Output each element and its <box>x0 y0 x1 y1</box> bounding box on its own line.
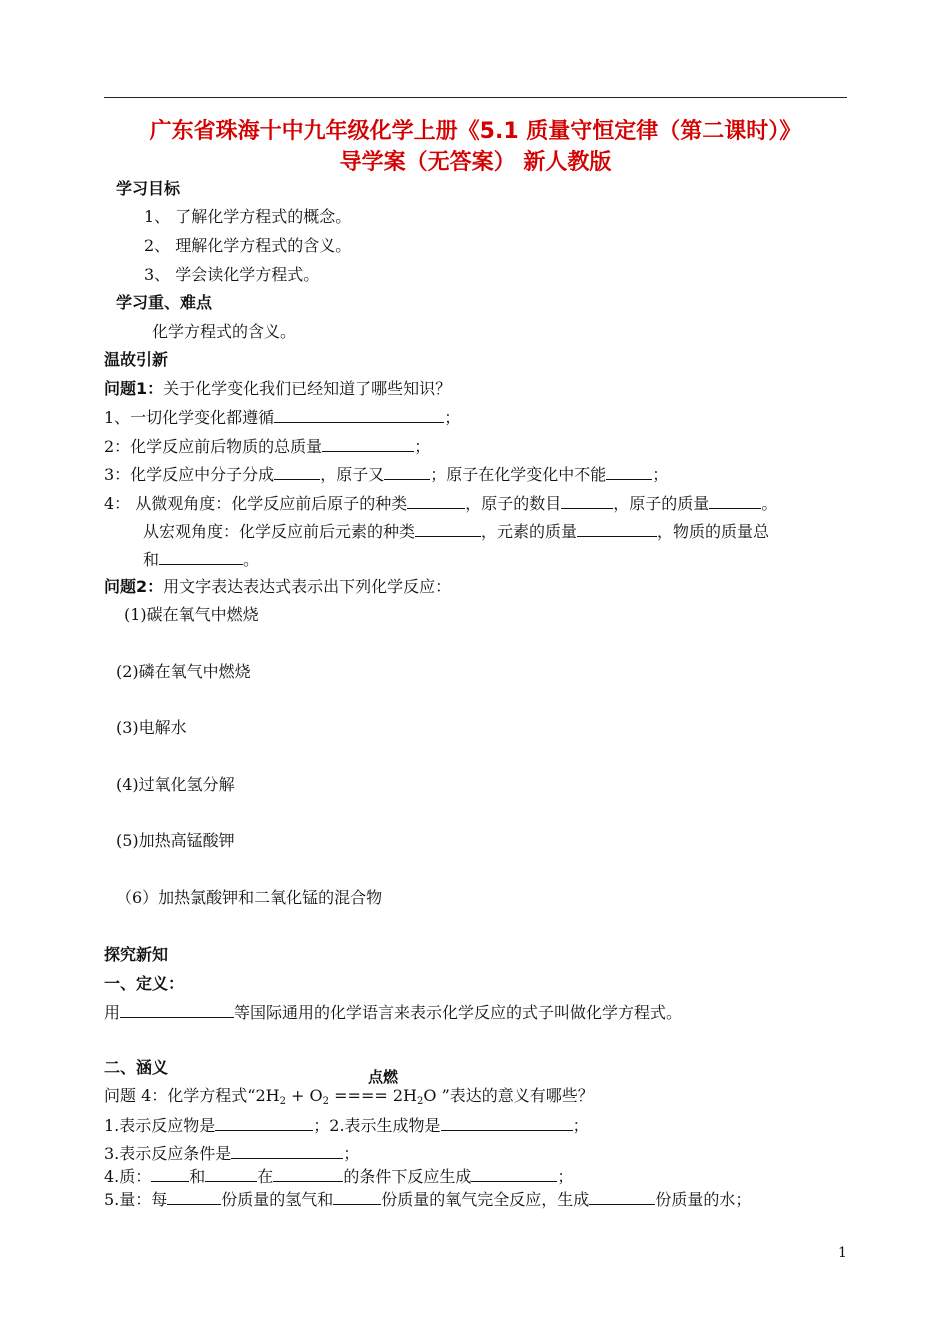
keypoints-text: 化学方程式的含义。 <box>152 322 297 341</box>
review-text: ； <box>444 408 461 427</box>
answer-blank[interactable] <box>407 492 465 509</box>
review-text: ，原子的质量 <box>613 494 710 513</box>
review-text: 2：化学反应前后物质的总质量 <box>104 437 323 456</box>
reaction-item: (4)过氧化氢分解 <box>116 775 235 794</box>
answer-blank[interactable] <box>577 520 657 537</box>
answer-blank[interactable] <box>561 492 613 509</box>
meaning-text: 在 <box>257 1167 274 1186</box>
review-text: 4： 从微观角度：化学反应前后原子的种类 <box>104 494 408 513</box>
meaning-text: 5.量：每 <box>104 1190 168 1209</box>
review-text: ，原子又 <box>320 465 385 484</box>
review-text: 。 <box>761 494 778 513</box>
answer-blank[interactable] <box>231 1142 343 1159</box>
answer-blank[interactable] <box>606 463 652 480</box>
subscript: 2 <box>322 1096 330 1107</box>
keypoints-heading: 学习重、难点 <box>116 293 213 312</box>
equation-text: 问题 4：化学方程式“2H <box>104 1086 280 1105</box>
objective-item: 1、 了解化学方程式的概念。 <box>144 207 352 226</box>
subscript: 2 <box>416 1096 424 1107</box>
review-text: ；原子在化学变化中不能 <box>430 465 607 484</box>
answer-blank[interactable] <box>205 1165 257 1182</box>
answer-blank[interactable] <box>151 1165 189 1182</box>
answer-blank[interactable] <box>333 1188 381 1205</box>
header-rule <box>104 97 847 98</box>
review-line-4 <box>104 492 777 515</box>
review-text: 。 <box>243 550 260 569</box>
reaction-item: （6）加热氯酸钾和二氧化锰的混合物 <box>116 888 383 907</box>
review-text: ，元素的质量 <box>481 522 578 541</box>
question-2 <box>104 576 451 598</box>
page-title: 广东省珠海十中九年级化学上册《5.1 质量守恒定律（第二课时）》 <box>149 119 802 144</box>
review-line-3 <box>104 463 668 486</box>
answer-blank[interactable] <box>167 1188 221 1205</box>
review-text: 从宏观角度：化学反应前后元素的种类 <box>143 522 416 541</box>
meaning-text: 份质量的氢气和 <box>221 1190 334 1209</box>
question-4 <box>104 1085 594 1113</box>
review-heading: 温故引新 <box>104 350 169 369</box>
answer-blank[interactable] <box>273 1165 343 1182</box>
answer-blank[interactable] <box>415 520 481 537</box>
meaning-line-5 <box>104 1188 751 1211</box>
meaning-text: 4.质： <box>104 1167 152 1186</box>
review-line-2 <box>104 435 430 458</box>
review-text: ，原子的数目 <box>465 494 562 513</box>
definition-text: 用 <box>104 1003 121 1022</box>
explore-heading: 探究新知 <box>104 945 169 964</box>
answer-blank[interactable] <box>471 1165 557 1182</box>
meaning-text: 份质量的氧气完全反应，生成 <box>381 1190 590 1209</box>
answer-blank[interactable] <box>159 548 243 565</box>
subscript: 2 <box>279 1096 286 1107</box>
review-text: ； <box>652 465 669 484</box>
reaction-item: (5)加热高锰酸钾 <box>116 831 235 850</box>
question-2-text: 用文字表达表达式表示出下列化学反应： <box>163 577 452 596</box>
review-text: 3：化学反应中分子分成 <box>104 465 275 484</box>
page-subtitle: 导学案（无答案） 新人教版 <box>339 150 612 175</box>
meaning-text: 份质量的水； <box>655 1190 752 1209</box>
equation-text: + O <box>285 1086 323 1105</box>
equation-text: ==== 2H <box>329 1086 417 1105</box>
review-text: 1、一切化学变化都遵循 <box>104 408 275 427</box>
answer-blank[interactable] <box>215 1114 313 1131</box>
meaning-text: 的条件下反应生成 <box>343 1167 472 1186</box>
meaning-line-3 <box>104 1142 359 1165</box>
answer-blank[interactable] <box>322 435 414 452</box>
reaction-item: (1)碳在氧气中燃烧 <box>124 605 259 624</box>
review-line-6 <box>143 548 259 571</box>
question-1-text: 关于化学变化我们已经知道了哪些知识？ <box>163 379 452 398</box>
question-1-label: 问题1： <box>104 379 164 398</box>
review-line-5 <box>143 520 769 543</box>
meaning-text: 和 <box>189 1167 206 1186</box>
answer-blank[interactable] <box>441 1114 573 1131</box>
answer-blank[interactable] <box>589 1188 655 1205</box>
meaning-text: ；2.表示生成物是 <box>313 1116 441 1135</box>
answer-blank[interactable] <box>274 463 320 480</box>
review-text: ； <box>414 437 431 456</box>
reaction-item: (2)磷在氧气中燃烧 <box>116 662 251 681</box>
review-text: 和 <box>143 550 160 569</box>
answer-blank[interactable] <box>709 492 761 509</box>
question-1 <box>104 378 451 400</box>
objective-item: 3、 学会读化学方程式。 <box>144 265 320 284</box>
objective-item: 2、 理解化学方程式的含义。 <box>144 236 352 255</box>
meaning-heading: 二、涵义 <box>104 1058 169 1077</box>
definition-heading: 一、定义： <box>104 974 185 993</box>
meaning-line-1 <box>104 1114 589 1137</box>
meaning-line-4 <box>104 1165 573 1188</box>
objectives-heading: 学习目标 <box>116 179 181 198</box>
answer-blank[interactable] <box>384 463 430 480</box>
meaning-text: ； <box>343 1144 360 1163</box>
meaning-text: 3.表示反应条件是 <box>104 1144 232 1163</box>
question-2-label: 问题2： <box>104 577 164 596</box>
meaning-text: ； <box>557 1167 574 1186</box>
definition-line <box>104 1001 682 1024</box>
equation-text: O ”表达的意义有哪些？ <box>423 1086 594 1105</box>
review-text: ，物质的质量总 <box>657 522 770 541</box>
reaction-condition: 点燃 <box>368 1068 399 1086</box>
answer-blank[interactable] <box>274 406 444 423</box>
answer-blank[interactable] <box>120 1001 234 1018</box>
definition-text: 等国际通用的化学语言来表示化学反应的式子叫做化学方程式。 <box>234 1003 683 1022</box>
meaning-text: ； <box>572 1116 589 1135</box>
meaning-text: 1.表示反应物是 <box>104 1116 216 1135</box>
page-number: 1 <box>838 1245 847 1261</box>
reaction-item: (3)电解水 <box>116 718 187 737</box>
review-line-1 <box>104 406 460 429</box>
